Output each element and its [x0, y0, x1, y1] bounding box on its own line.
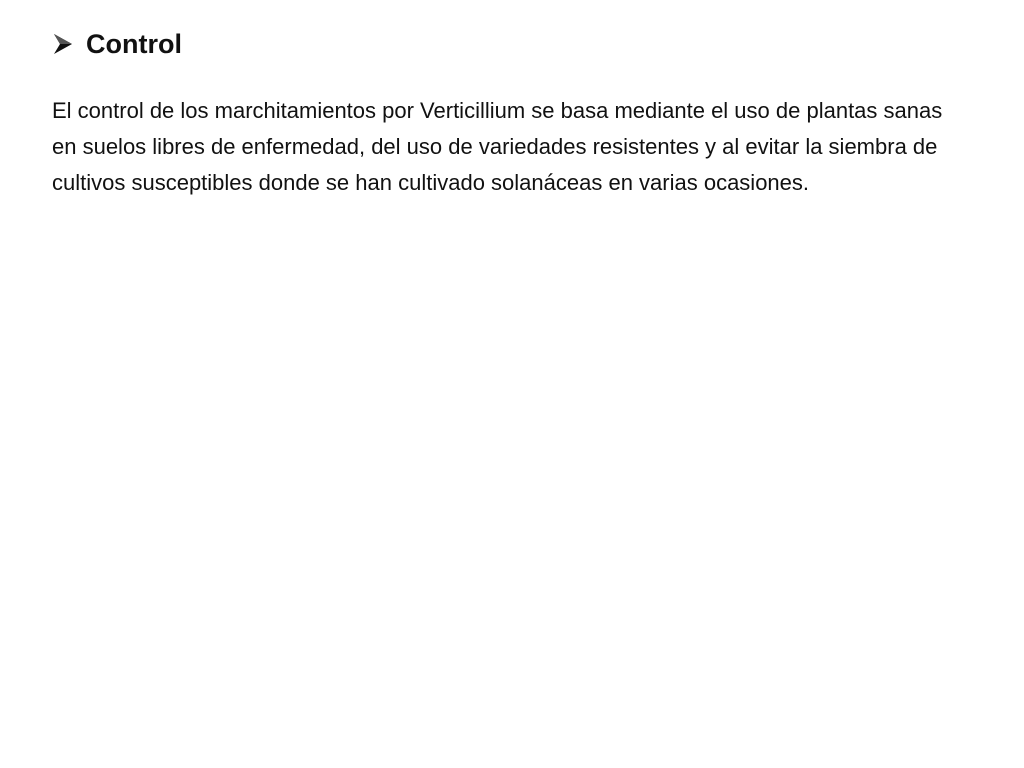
- arrowhead-bullet-icon: [52, 32, 74, 56]
- slide-heading: [52, 24, 182, 64]
- heading-title: Control: [86, 29, 182, 59]
- body-paragraph: El control de los marchitamientos por Verticillium se basa mediante el uso de plantas sanas en suelos libres de enfermedad, del uso de variedades resistentes y al evitar la siembra de cultivos susceptibles donde se han cultivado solanáceas en varias ocasiones.: [52, 98, 943, 195]
